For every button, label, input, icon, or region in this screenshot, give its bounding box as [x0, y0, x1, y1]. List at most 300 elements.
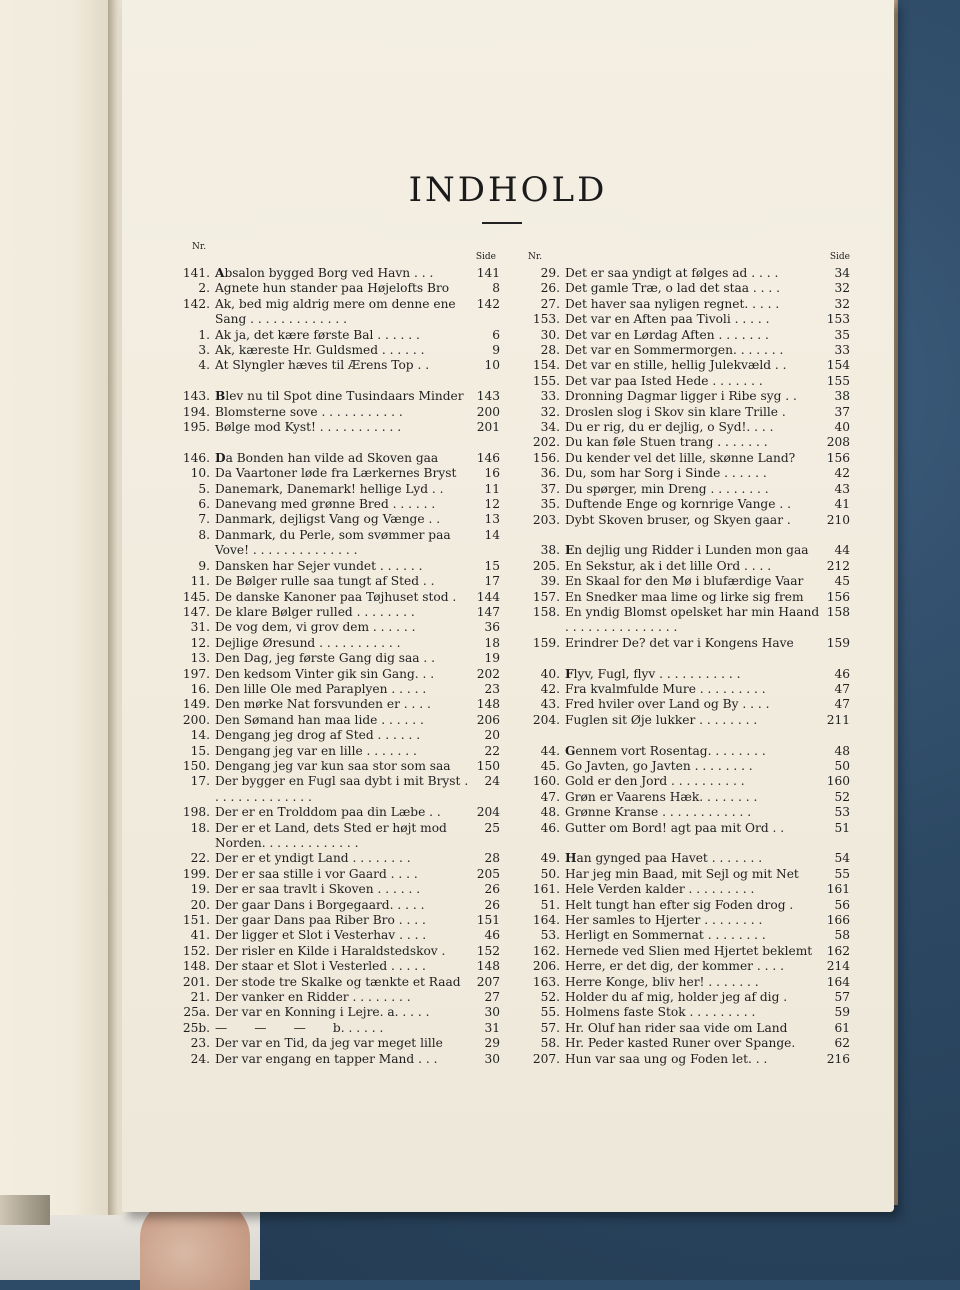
song-number: 40.	[540, 666, 560, 681]
page-number: 46	[834, 666, 850, 681]
page-number: 150	[476, 758, 500, 773]
contents-entry	[170, 1052, 500, 1067]
page-number: 35	[834, 327, 850, 342]
page-number: 159	[826, 635, 850, 650]
song-title: Der er en Trolddom paa din Læbe . .	[215, 805, 441, 820]
song-title: Der er saa travlt i Skoven . . . . . .	[215, 882, 421, 897]
contents-entry	[520, 466, 850, 481]
song-title: Du er rig, du er dejlig, o Syd!. . . .	[565, 420, 774, 435]
song-title: Her samles to Hjerter . . . . . . . .	[565, 913, 763, 927]
song-title: Holder du af mig, holder jeg af dig .	[565, 990, 788, 1005]
song-title: De danske Kanoner paa Tøjhuset stod .	[215, 589, 457, 604]
song-title: At Slyngler hæves til Ærens Top . .	[215, 358, 430, 373]
song-number: 154.	[532, 358, 560, 373]
page-number: 27	[484, 990, 500, 1005]
page-number: 22	[484, 743, 500, 758]
song-title: Den mørke Nat forsvunden er . . . .	[215, 697, 431, 712]
contents-entry	[170, 405, 500, 420]
song-number: 161.	[532, 882, 560, 897]
page-number: 6	[492, 327, 500, 342]
page-number: 9	[492, 343, 500, 358]
song-number: 149.	[182, 697, 210, 712]
song-number: 197.	[182, 666, 210, 681]
contents-entry	[520, 928, 850, 943]
song-number: 43.	[540, 697, 560, 712]
song-title: En Skaal for den Mø i blufærdige Vaar	[565, 574, 804, 589]
page-number: 26	[484, 897, 500, 912]
column-header	[170, 240, 500, 266]
contents-entry	[170, 728, 500, 743]
contents-entry	[520, 513, 850, 528]
song-title: Der stode tre Skalke og tænkte et Raad	[215, 974, 461, 989]
page-number: 44	[834, 543, 850, 558]
song-title: Absalon bygged Borg ved Havn . . .	[215, 266, 434, 280]
song-number: 155.	[532, 373, 560, 388]
section-initial: H	[565, 851, 577, 866]
contents-entry	[520, 851, 850, 866]
contents-entry	[520, 821, 850, 836]
page-number: 59	[834, 1005, 850, 1020]
song-title: Han gynged paa Havet . . . . . . .	[565, 851, 763, 866]
song-title: Gold er den Jord . . . . . . . . . .	[565, 774, 745, 789]
page-number: 40	[834, 420, 850, 435]
song-title: Du, som har Sorg i Sinde . . . . . .	[565, 466, 767, 481]
song-title: De vog dem, vi grov dem . . . . . .	[215, 620, 416, 635]
song-number: 163.	[532, 974, 560, 989]
song-title: Dansken har Sejer vundet . . . . . .	[215, 558, 423, 573]
contents-entry	[520, 297, 850, 312]
song-number: 32.	[540, 404, 560, 419]
song-title: Der var en Tid, da jeg var meget lille	[215, 1036, 443, 1051]
contents-entry	[170, 466, 500, 481]
song-number: 52.	[540, 990, 560, 1005]
column-header	[520, 240, 850, 266]
song-number: 151.	[182, 913, 210, 928]
song-title: Der gaar Dans i Borgegaard. . . . .	[215, 897, 425, 912]
song-title: Duftende Enge og kornrige Vange . .	[565, 497, 791, 512]
song-title: Erindrer De? det var i Kongens Have	[565, 635, 794, 650]
song-number: 25b.	[182, 1020, 210, 1035]
song-number: 6.	[198, 497, 210, 512]
page-number: 36	[484, 620, 500, 635]
page-number: 56	[834, 897, 850, 912]
song-number: 200.	[182, 712, 210, 727]
song-title: Du spørger, min Dreng . . . . . . . .	[565, 481, 769, 496]
page-number: 212	[826, 558, 850, 573]
song-title: Grøn er Vaarens Hæk. . . . . . . .	[565, 789, 758, 804]
song-title: En yndig Blomst opelsket har min Haand . . . . . . . . . . . . . . .	[565, 604, 824, 635]
contents-entry	[170, 759, 500, 774]
contents-entry	[520, 420, 850, 435]
song-number: 2.	[198, 281, 210, 296]
contents-entry	[520, 713, 850, 728]
contents-entry	[170, 959, 500, 974]
song-number: 162.	[532, 943, 560, 958]
song-number: 30.	[540, 327, 560, 342]
section-gap	[170, 435, 500, 450]
song-number: 143.	[182, 389, 210, 404]
page-number: 17	[484, 574, 500, 589]
song-number: 13.	[190, 651, 210, 666]
page-number: 166	[826, 913, 850, 927]
song-title: Hr. Peder kasted Runer over Spange.	[565, 1036, 796, 1051]
song-number: 160.	[532, 774, 560, 789]
song-number: 35.	[540, 497, 560, 512]
song-number: 199.	[182, 866, 210, 881]
page-number: 147	[476, 604, 500, 619]
side-header: Side	[475, 252, 496, 262]
song-number: 19.	[190, 882, 210, 897]
song-number: 55.	[540, 1005, 560, 1020]
song-title: Blomsterne sove . . . . . . . . . . .	[215, 404, 403, 419]
contents-entry	[520, 697, 850, 712]
contents-entry	[520, 1052, 850, 1067]
song-title: Hun var saa ung og Foden let. . .	[565, 1051, 768, 1066]
page-number: 153	[826, 312, 850, 327]
contents-entry	[170, 697, 500, 712]
song-number: 16.	[190, 681, 210, 696]
song-title: En dejlig ung Ridder i Lunden mon gaa	[565, 543, 809, 558]
contents-entry	[520, 358, 850, 373]
page-number: 14	[484, 527, 500, 542]
contents-page	[122, 0, 894, 1212]
page-number: 13	[484, 512, 500, 527]
page-number: 51	[834, 820, 850, 835]
contents-entry	[170, 851, 500, 866]
song-title: Der er et yndigt Land . . . . . . . .	[215, 851, 411, 866]
section-initial: D	[215, 450, 226, 465]
page-number: 208	[826, 435, 850, 450]
song-number: 45.	[540, 758, 560, 773]
song-title: Dengang jeg var kun saa stor som saa	[215, 758, 451, 773]
song-number: 9.	[198, 558, 210, 573]
contents-entry	[170, 1021, 500, 1036]
contents-entry	[170, 667, 500, 682]
nr-header: Nr.	[192, 242, 207, 252]
contents-entry	[520, 590, 850, 605]
song-title: Danmark, dejligst Vang og Vænge . .	[215, 512, 441, 527]
section-initial: B	[215, 389, 226, 404]
song-number: 41.	[190, 928, 210, 943]
contents-entry	[520, 774, 850, 789]
song-title: Du kender vel det lille, skønne Land?	[565, 450, 796, 465]
song-title: En Sekstur, ak i det lille Ord . . . .	[565, 558, 772, 573]
song-number: 146.	[182, 450, 210, 465]
song-title: Der vanker en Ridder . . . . . . . .	[215, 990, 411, 1005]
page-number: 58	[834, 928, 850, 943]
contents-entry	[170, 821, 500, 852]
page-number: 43	[834, 481, 850, 496]
contents-entry	[520, 312, 850, 327]
song-number: 198.	[182, 805, 210, 820]
song-number: 25a.	[183, 1005, 210, 1020]
page-number: 210	[826, 512, 850, 527]
contents-entry	[170, 574, 500, 589]
contents-entry	[170, 928, 500, 943]
contents-entry	[170, 528, 500, 559]
title-rule	[482, 222, 522, 224]
song-title: Holmens faste Stok . . . . . . . . .	[565, 1005, 756, 1020]
contents-entry	[170, 451, 500, 466]
contents-entry	[170, 975, 500, 990]
contents-entry	[520, 1036, 850, 1051]
song-title: Danevang med grønne Bred . . . . . .	[215, 497, 436, 512]
song-title: Der bygger en Fugl saa dybt i mit Bryst . . . . . . . . . . . . . .	[215, 774, 473, 804]
contents-entry	[520, 605, 850, 636]
page-number: 30	[484, 1051, 500, 1066]
page-number: 45	[834, 574, 850, 589]
page-number: 154	[826, 358, 850, 373]
song-number: 10.	[190, 466, 210, 481]
page-number: 8	[492, 281, 500, 296]
side-header: Side	[829, 252, 850, 262]
song-number: 14.	[190, 728, 210, 743]
contents-entry	[170, 343, 500, 358]
song-title: Herre, er det dig, der kommer . . . .	[565, 959, 784, 974]
page-number: 41	[834, 497, 850, 512]
page-number: 10	[484, 358, 500, 373]
song-title: Ak ja, det kære første Bal . . . . . .	[215, 327, 420, 342]
song-title: Da Bonden han vilde ad Skoven gaa	[215, 450, 439, 465]
song-title: Blev nu til Spot dine Tusindaars Minder	[215, 389, 464, 404]
song-title: Helt tungt han efter sig Foden drog .	[565, 897, 794, 912]
song-number: 12.	[190, 635, 210, 650]
page-number: 47	[834, 681, 850, 696]
contents-entry	[520, 682, 850, 697]
song-title: De klare Bølger rulled . . . . . . . .	[215, 604, 415, 619]
song-title: De Bølger rulle saa tungt af Sted . .	[215, 574, 435, 589]
song-number: 3.	[198, 343, 210, 358]
contents-entry	[170, 482, 500, 497]
contents-entry	[170, 620, 500, 635]
page-number: 18	[484, 635, 500, 650]
page-title: INDHOLD	[408, 170, 608, 210]
page-number: 34	[834, 266, 850, 280]
contents-entry	[170, 590, 500, 605]
song-title: Hernede ved Slien med Hjertet beklemt	[565, 943, 813, 958]
song-title: Dybt Skoven bruser, og Skyen gaar .	[565, 512, 791, 527]
page-number: 42	[834, 466, 850, 481]
song-title: Grønne Kranse . . . . . . . . . . . .	[565, 805, 752, 820]
page-number: 205	[476, 866, 500, 881]
song-number: 207.	[532, 1051, 560, 1066]
page-number: 33	[834, 343, 850, 358]
contents-entry	[170, 913, 500, 928]
contents-entry	[520, 574, 850, 589]
page-number: 62	[834, 1036, 850, 1051]
song-title: Det var en Lørdag Aften . . . . . . .	[565, 327, 769, 342]
song-number: 202.	[532, 435, 560, 450]
contents-entry	[170, 559, 500, 574]
song-number: 195.	[182, 420, 210, 435]
page-number: 162	[826, 943, 850, 958]
song-title: Danmark, du Perle, som svømmer paa Vove! . . . . . . . . . . . . . .	[215, 527, 455, 558]
page-number: 201	[476, 420, 500, 435]
song-number: 33.	[540, 389, 560, 404]
song-number: 28.	[540, 343, 560, 358]
page-number: 16	[484, 466, 500, 481]
song-number: 150.	[182, 758, 210, 773]
song-number: 158.	[532, 604, 560, 619]
song-number: 51.	[540, 897, 560, 912]
song-title: Bølge mod Kyst! . . . . . . . . . . .	[215, 420, 402, 435]
page-number: 12	[484, 497, 500, 512]
contents-entry	[170, 744, 500, 759]
song-number: 8.	[198, 527, 210, 542]
contents-entry	[170, 297, 500, 328]
song-title: Dengang jeg drog af Sted . . . . . .	[215, 728, 421, 743]
page-number: 24	[484, 774, 500, 789]
page-number: 148	[476, 697, 500, 712]
contents-entry	[170, 281, 500, 296]
song-number: 39.	[540, 574, 560, 589]
song-title: Agnete hun stander paa Højelofts Bro	[215, 281, 450, 296]
page-number: 11	[484, 481, 500, 496]
song-title: Herligt en Sommernat . . . . . . . .	[565, 928, 766, 943]
song-number: 50.	[540, 866, 560, 881]
contents-entry	[520, 1021, 850, 1036]
page-number: 164	[826, 974, 850, 989]
contents-column-right	[520, 240, 850, 1067]
contents-entry	[170, 389, 500, 404]
page-number: 206	[476, 712, 500, 727]
page-number: 61	[834, 1020, 850, 1035]
song-title: Dronning Dagmar ligger i Ribe syg . .	[565, 389, 797, 404]
song-number: 156.	[532, 450, 560, 465]
song-number: 26.	[540, 281, 560, 296]
contents-entry	[170, 882, 500, 897]
song-number: 37.	[540, 481, 560, 496]
page-number: 23	[484, 681, 500, 696]
song-number: 142.	[182, 296, 210, 311]
contents-entry	[520, 759, 850, 774]
page-number: 143	[476, 389, 500, 404]
page-number: 216	[826, 1051, 850, 1066]
song-number: 31.	[190, 620, 210, 635]
contents-entry	[520, 435, 850, 450]
song-title: Der er saa stille i vor Gaard . . . .	[215, 866, 418, 881]
page-number: 29	[484, 1036, 500, 1051]
song-title: Ak, kæreste Hr. Guldsmed . . . . . .	[215, 343, 425, 358]
song-title: Herre Konge, bliv her! . . . . . . .	[565, 974, 759, 989]
page-number: 26	[484, 882, 500, 897]
song-number: 153.	[532, 312, 560, 327]
song-title: Det gamle Træ, o lad det staa . . . .	[565, 281, 781, 296]
contents-entry	[520, 944, 850, 959]
page-number: 20	[484, 728, 500, 743]
page-number: 30	[484, 1005, 500, 1020]
song-number: 47.	[540, 789, 560, 804]
song-title: — — — b. . . . . .	[215, 1020, 384, 1035]
contents-entry	[520, 343, 850, 358]
contents-entry	[170, 1036, 500, 1051]
section-gap	[520, 836, 850, 851]
page-number: 31	[484, 1020, 500, 1035]
contents-entry	[520, 374, 850, 389]
nr-header: Nr.	[528, 252, 543, 262]
page-number: 47	[834, 697, 850, 712]
contents-entry	[520, 405, 850, 420]
page-number: 15	[484, 558, 500, 573]
page-number: 32	[834, 281, 850, 296]
page-number: 211	[826, 712, 850, 727]
song-number: 27.	[540, 296, 560, 311]
page-number: 19	[484, 651, 500, 666]
contents-entry	[520, 497, 850, 512]
contents-entry	[520, 805, 850, 820]
song-title: Der var en Konning i Lejre. a. . . . .	[215, 1005, 430, 1020]
song-title: Har jeg min Baad, mit Sejl og mit Net	[565, 866, 799, 881]
contents-entry	[520, 543, 850, 558]
song-number: 141.	[182, 266, 210, 280]
page-number: 156	[826, 589, 850, 604]
song-title: Det var paa Isted Hede . . . . . . .	[565, 373, 763, 388]
song-title: Den Dag, jeg første Gang dig saa . .	[215, 651, 436, 666]
song-number: 194.	[182, 404, 210, 419]
song-title: Der var engang en tapper Mand . . .	[215, 1051, 438, 1066]
song-title: Hr. Oluf han rider saa vide om Land	[565, 1020, 788, 1035]
page-number: 55	[834, 866, 850, 881]
contents-entry	[170, 636, 500, 651]
song-number: 7.	[198, 512, 210, 527]
song-number: 164.	[532, 913, 560, 927]
song-number: 203.	[532, 512, 560, 527]
song-title: Der staar et Slot i Vesterled . . . . .	[215, 959, 426, 974]
contents-entry	[170, 512, 500, 527]
page-number: 38	[834, 389, 850, 404]
section-gap	[520, 651, 850, 666]
page-number: 200	[476, 404, 500, 419]
book-cover-edge	[0, 1195, 50, 1225]
contents-entry	[170, 1005, 500, 1020]
song-title: Det var en Sommermorgen. . . . . . .	[565, 343, 784, 358]
song-number: 36.	[540, 466, 560, 481]
contents-entry	[520, 913, 850, 928]
page-number: 151	[476, 913, 500, 928]
page-number: 156	[826, 450, 850, 465]
song-number: 20.	[190, 897, 210, 912]
song-number: 57.	[540, 1020, 560, 1035]
song-title: Hele Verden kalder . . . . . . . . .	[565, 882, 755, 897]
contents-entry	[520, 898, 850, 913]
song-number: 18.	[190, 820, 210, 835]
page-number: 52	[834, 789, 850, 804]
page-number: 48	[834, 743, 850, 758]
contents-entry	[520, 790, 850, 805]
page-number: 144	[476, 589, 500, 604]
contents-entry	[520, 990, 850, 1005]
song-title: Gutter om Bord! agt paa mit Ord . .	[565, 820, 785, 835]
section-initial: E	[565, 543, 575, 558]
song-title: Fuglen sit Øje lukker . . . . . . . .	[565, 712, 758, 727]
song-title: Flyv, Fugl, flyv . . . . . . . . . . .	[565, 666, 741, 681]
contents-entry	[170, 605, 500, 620]
page-number: 158	[826, 604, 850, 619]
contents-entry	[170, 420, 500, 435]
section-gap	[170, 374, 500, 389]
page-number: 46	[484, 928, 500, 943]
contents-entry	[170, 898, 500, 913]
section-initial: F	[565, 666, 574, 681]
contents-entry	[170, 266, 500, 281]
contents-entry	[170, 713, 500, 728]
page-number: 54	[834, 851, 850, 866]
page-number: 204	[476, 805, 500, 820]
contents-entry	[170, 497, 500, 512]
section-gap	[520, 728, 850, 743]
contents-entry	[520, 867, 850, 882]
page-number: 152	[476, 943, 500, 958]
